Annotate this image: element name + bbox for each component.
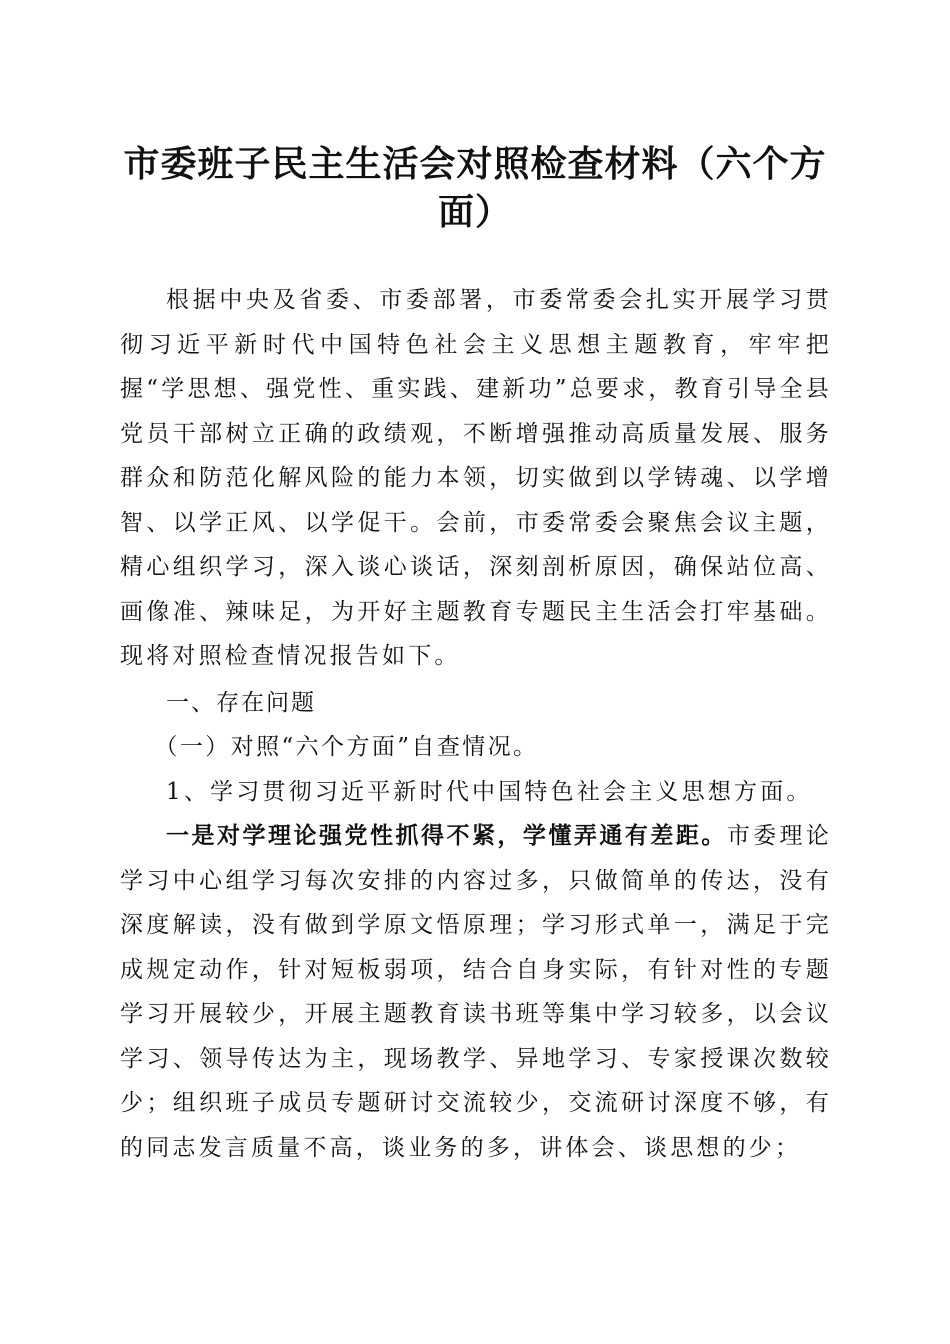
- intro-paragraph: 根据中央及省委、市委部署，市委常委会扎实开展学习贯彻习近平新时代中国特色社会主义思想主题教育，牢牢把握“学思想、强党性、重实践、建新功”总要求，教育引导全县党员干部树立正确的政绩观，不断增强推动高质量发展、服务群众和防范化解风险的能力本领，切实做到以学铸魂、以学增智、以学正风、以学促干。会前，市委常委会聚焦会议主题，精心组织学习，深入谈心谈话，深刻剖析原因，确保站位高、画像准、辣味足，为开好主题教育专题民主生活会打牢基础。现将对照检查情况报告如下。: [120, 287, 832, 669]
- document-body: [120, 278, 832, 1170]
- subsection-heading-self-check: （一）对照“六个方面”自查情况。: [154, 734, 539, 760]
- item-body-text: 市委理论学习中心组学习每次安排的内容过多，只做简单的传达，没有深度解读，没有做到学原文悟原理；学习形式单一，满足于完成规定动作，针对短板弱项，结合自身实际，有针对性的专题学习开展较少，开展主题教育读书班等集中学习较多，以会议学习、领导传达为主，现场教学、异地学习、专家授课次数较少；组织班子成员专题研讨交流较少，交流研讨深度不够，有的同志发言质量不高，谈业务的多，讲体会、谈思想的少；: [120, 823, 832, 1161]
- document-title: 市委班子民主生活会对照检查材料（六个方面）: [123, 143, 827, 233]
- section-heading-problems: 一、存在问题: [166, 689, 316, 716]
- item-heading-study: 1、学习贯彻习近平新时代中国特色社会主义思想方面。: [166, 778, 813, 805]
- item-lead-sentence: 一是对学理论强党性抓得不紧，学懂弄通有差距。: [166, 823, 727, 849]
- item-paragraph-study: [120, 814, 832, 1170]
